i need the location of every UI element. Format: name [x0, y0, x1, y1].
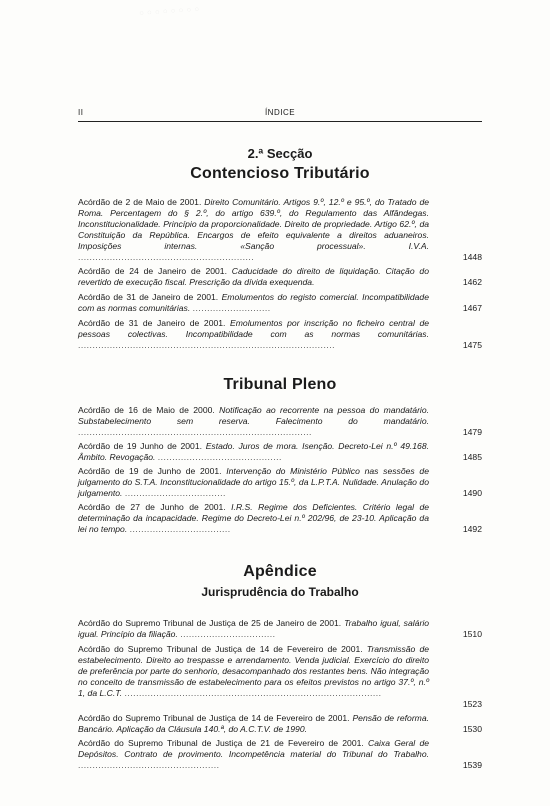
entry-text: Trabalho igual, salário igual. Princípio da filiação.	[78, 618, 430, 639]
entry-text: Intervenção do Ministério Público nas sessões de julgamento do S.T.A. Inconstitucionalidade do artigo 15.º, da L.P.T.A. Nulidade. Anulação do julgamento.	[78, 466, 429, 498]
entry-text: Emolumentos do registo comercial. Incompatibilidade com as normas comunitárias.	[78, 292, 429, 313]
entry-text: Direito Comunitário. Artigos 9.º, 12.º e 95.º, do Tratado de Roma. Percentagem do § 2.º, do artigo 639.º, do Regulamento das Alfândegas. Inconstitucionalidade. Princípio da proporcionalidade. Direito de propriedade. Artigo 62.º, da Constituição da República. Encargos de efeito equivalente a direitos aduaneiros. Imposições internas. «Sanção processual». I.V.A.	[78, 197, 429, 251]
entry-text: Estado. Juros de mora. Isenção. Decreto-Lei n.º 49.168. Âmbito. Revogação.	[78, 441, 429, 462]
entry-text: Caducidade do direito de liquidação. Citação do revertido de execução fiscal. Prescrição da dívida exequenda.	[78, 266, 429, 287]
entry-page: 1448	[462, 252, 482, 262]
section-title: Tribunal Pleno	[223, 376, 337, 393]
entry-page: 1510	[462, 629, 482, 639]
entry-text: Caixa Geral de Depósitos. Contrato de provimento. Incompetência material do Tribunal do Trabalho.	[78, 738, 430, 759]
index-entry	[78, 713, 429, 735]
entry-lead: Acórdão de 31 de Janeiro de 2001.	[78, 292, 219, 302]
entry-lead: Acórdão do Supremo Tribunal de Justiça de 14 de Fevereiro de 2001.	[78, 644, 363, 654]
index-entry: Acórdão de 19 de Junho de 2001. Intervenção do Ministério Público nas sessões de julgamento do S.T.A. Inconstitucionalidade do artigo 15.º, da L.P.T.A. Nulidade. Anulação do julgamento. ...................................	[78, 466, 429, 498]
entry-page: 1490	[462, 488, 482, 498]
entry-lead: Acórdão de 27 de Junho de 2001.	[78, 502, 226, 512]
entry-page: 1462	[462, 277, 482, 287]
entry-page: 1479	[462, 427, 482, 437]
entry-text: Pensão de reforma. Bancário. Aplicação da Cláusula 140.ª, do A.C.T.V. de 1990.	[78, 713, 430, 734]
index-entry: Acórdão do Supremo Tribunal de Justiça de 21 de Fevereiro de 2001. Caixa Geral de Depósitos. Contrato de provimento. Incompetência material do Tribunal do Trabalho. .................................................	[78, 738, 430, 770]
index-entry: Acórdão do Supremo Tribunal de Justiça de 25 de Janeiro de 2001. Trabalho igual, salário igual. Princípio da filiação. .................................	[78, 618, 430, 639]
index-entry: Acórdão do Supremo Tribunal de Justiça de 14 de Fevereiro de 2001. Transmissão de estabelecimento. Direito ao trespasse e arrendamento. Venda judicial. Exercício do direito de preferência por parte do senhorio, desacompanhado dos restantes bens. Não integração no conceito de transmissão de estabelecimento para os efeitos previstos no artigo 37.º, n.º 1, da L.C.T. .........................................................................................	[78, 644, 430, 698]
index-entry: Acórdão de 16 de Maio de 2000. Notificação ao recorrente na pessoa do mandatário. Substabelecimento sem reserva. Falecimento do mandatário. .................................................................................	[78, 405, 430, 437]
index-entry: Acórdão de 27 de Junho de 2001. I.R.S. Regime dos Deficientes. Critério legal de determinação da incapacidade. Regime do Decreto-Lei n.º 202/96, de 23-10. Aplicação da lei no tempo. ...................................	[78, 502, 430, 534]
entry-lead: Acórdão do Supremo Tribunal de Justiça de 25 de Janeiro de 2001.	[78, 618, 342, 628]
entry-page: 1475	[462, 340, 482, 350]
entry-page: 1467	[462, 303, 482, 313]
running-title: ÍNDICE	[264, 108, 296, 117]
entry-lead: Acórdão do Supremo Tribunal de Justiça de 21 de Fevereiro de 2001.	[78, 738, 364, 748]
entry-lead: Acórdão do Supremo Tribunal de Justiça de 14 de Fevereiro de 2001.	[78, 713, 350, 723]
entry-lead: Acórdão de 19 de Junho de 2001.	[78, 466, 222, 476]
page-number: II	[78, 108, 84, 117]
entry-page: 1485	[462, 452, 482, 462]
entry-text: Notificação ao recorrente na pessoa do mandatário. Substabelecimento sem reserva. Falecimento do mandatário.	[78, 405, 430, 426]
section-label: 2.ª Secção	[247, 146, 313, 161]
entry-lead: Acórdão de 16 de Maio de 2000.	[78, 405, 215, 415]
section-title: Contencioso Tributário	[190, 165, 370, 182]
faded-stamp-mark: ◌ ◌ ◌ ◌ ◌ ◌ ◌ ◌	[139, 4, 201, 18]
section-title: Apêndice	[243, 563, 317, 580]
index-entry: Acórdão de 31 de Janeiro de 2001. Emolumentos do registo comercial. Incompatibilidade com as normas comunitárias. ...........................	[78, 292, 429, 313]
entry-page: 1539	[462, 760, 482, 770]
entry-text: Transmissão de estabelecimento. Direito ao trespasse e arrendamento. Venda judicial. Exercício do direito de preferência por parte do senhorio, desacompanhado dos restantes bens. Não integração no conceito de transmissão de estabelecimento para os efeitos previstos no artigo 37.º, n.º 1, da L.C.T.	[78, 644, 430, 698]
header-divider	[78, 121, 482, 122]
index-entry: Acórdão de 2 de Maio de 2001. Direito Comunitário. Artigos 9.º, 12.º e 95.º, do Tratado de Roma. Percentagem do § 2.º, do artigo 639.º, do Regulamento das Alfândegas. Inconstitucionalidade. Princípio da proporcionalidade. Direito de propriedade. Artigo 62.º, da Constituição da República. Encargos de efeito equivalente a direitos aduaneiros. Imposições internas. «Sanção processual». I.V.A. .............................................................	[78, 197, 429, 262]
entry-lead: Acórdão de 2 de Maio de 2001.	[78, 197, 202, 207]
running-header	[78, 108, 482, 122]
index-entry: Acórdão de 19 Junho de 2001. Estado. Juros de mora. Isenção. Decreto-Lei n.º 49.168. Âmbito. Revogação. ...........................................	[78, 441, 429, 462]
entry-lead: Acórdão de 19 Junho de 2001.	[78, 441, 202, 451]
entry-lead: Acórdão de 31 de Janeiro de 2001.	[78, 318, 226, 328]
entry-page: 1523	[462, 699, 482, 709]
index-entry	[78, 266, 429, 288]
entry-text: I.R.S. Regime dos Deficientes. Critério legal de determinação da incapacidade. Regime do Decreto-Lei n.º 202/96, de 23-10. Aplicação da lei no tempo.	[78, 502, 430, 534]
entry-text: Emolumentos por inscrição no ficheiro central de pessoas colectivas. Incompatibilidade com as normas comunitárias.	[78, 318, 430, 339]
entry-page: 1530	[462, 724, 482, 734]
index-entry: Acórdão de 31 de Janeiro de 2001. Emolumentos por inscrição no ficheiro central de pessoas colectivas. Incompatibilidade com as normas comunitárias. .........................................................................................	[78, 318, 430, 350]
section-subtitle: Jurisprudência do Trabalho	[201, 585, 359, 599]
entry-lead: Acórdão de 24 de Janeiro de 2001.	[78, 266, 227, 276]
entry-page: 1492	[462, 524, 482, 534]
